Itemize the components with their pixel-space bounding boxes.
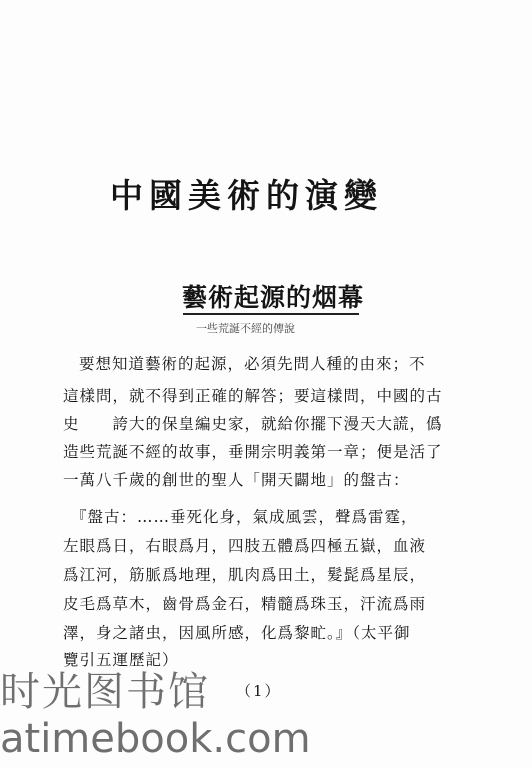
chapter-title: 藝術起源的烟幕 bbox=[182, 283, 365, 312]
body-line: 澤，身之諸虫，因風所感，化爲黎甿。』（太平御 bbox=[63, 624, 411, 642]
book-title: 中國美術的演變 bbox=[110, 176, 383, 215]
body-line: 爲江河，筋脈爲地理，肌肉爲田土，髮髭爲星辰， bbox=[63, 566, 427, 584]
watermark-url: atimebook.com bbox=[0, 716, 311, 762]
body-line: 史 誇大的保皇編史家，就給你擺下漫天大謊，僞 bbox=[63, 415, 443, 433]
body-line: 『盤古：……垂死化身，氣成風雲，聲爲雷霆， bbox=[71, 508, 418, 526]
page-number: （1） bbox=[236, 682, 282, 700]
body-line: 覽引五運歷記） bbox=[63, 651, 179, 669]
body-line: 一萬八千歲的創世的聖人「開天闢地」的盤古： bbox=[63, 471, 410, 489]
body-line: 左眼爲日，右眼爲月，四肢五體爲四極五嶽，血液 bbox=[63, 537, 427, 555]
chapter-title-underline bbox=[183, 313, 359, 315]
body-line: 要想知道藝術的起源，必須先問人種的由來；不 bbox=[79, 355, 426, 373]
body-line: 這樣問，就不得到正確的解答；要這樣問，中國的古 bbox=[63, 387, 443, 405]
watermark-text: 时光图书馆 bbox=[0, 669, 210, 715]
body-line: 皮毛爲草木，齒骨爲金石，精髓爲珠玉，汗流爲雨 bbox=[63, 595, 427, 613]
body-line: 造些荒誕不經的故事，垂開宗明義第一章；便是活了 bbox=[63, 443, 443, 461]
chapter-subtitle: 一些荒誕不經的傳說 bbox=[196, 322, 295, 335]
